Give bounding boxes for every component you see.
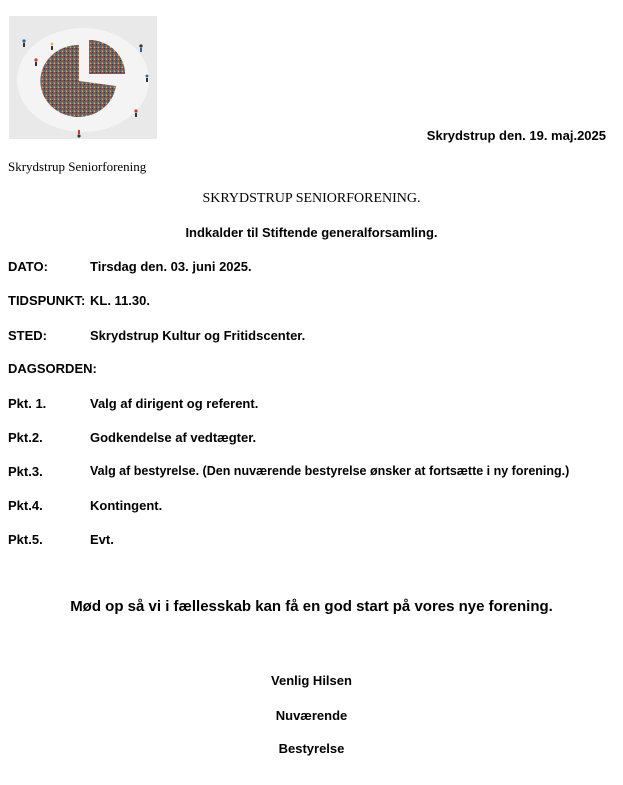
agenda-number: Pkt.3.: [8, 464, 43, 479]
detail-label: TIDSPUNKT:: [8, 293, 86, 308]
place-date: Skrydstrup den. 19. maj.2025: [426, 128, 606, 143]
agenda-number: Pkt.4.: [8, 498, 43, 513]
detail-label: STED:: [8, 328, 47, 343]
document-title: SKRYDSTRUP SENIORFORENING.: [202, 191, 421, 206]
document-subtitle: Indkalder til Stiftende generalforsamling.: [185, 225, 438, 240]
closing-greeting: Venlig Hilsen: [271, 673, 352, 688]
detail-value: Skrydstrup Kultur og Fritidscenter.: [90, 328, 306, 343]
agenda-text: Evt.: [90, 532, 114, 547]
call-to-action: Mød op så vi i fællesskab kan få en god start på vores nye forening.: [70, 598, 553, 615]
closing-signature-line: Bestyrelse: [278, 741, 345, 756]
closing-signature-line: Nuværende: [275, 708, 348, 723]
agenda-number: Pkt.5.: [8, 532, 43, 547]
pie-chart-crowd-icon: [9, 16, 157, 139]
detail-label: DATO:: [8, 259, 48, 274]
agenda-heading: DAGSORDEN:: [8, 361, 97, 376]
agenda-text: Valg af bestyrelse. (Den nuværende bestyrelse ønsker at fortsætte i ny forening.): [90, 464, 570, 478]
agenda-number: Pkt. 1.: [8, 396, 47, 411]
sender-name: Skrydstrup Seniorforening: [8, 159, 147, 174]
agenda-text: Valg af dirigent og referent.: [90, 396, 259, 411]
agenda-text: Kontingent.: [90, 498, 163, 513]
agenda-text: Godkendelse af vedtægter.: [90, 430, 257, 445]
detail-value: Tirsdag den. 03. juni 2025.: [90, 259, 252, 274]
logo-image: [9, 16, 157, 139]
agenda-number: Pkt.2.: [8, 430, 43, 445]
detail-value: KL. 11.30.: [90, 293, 150, 308]
